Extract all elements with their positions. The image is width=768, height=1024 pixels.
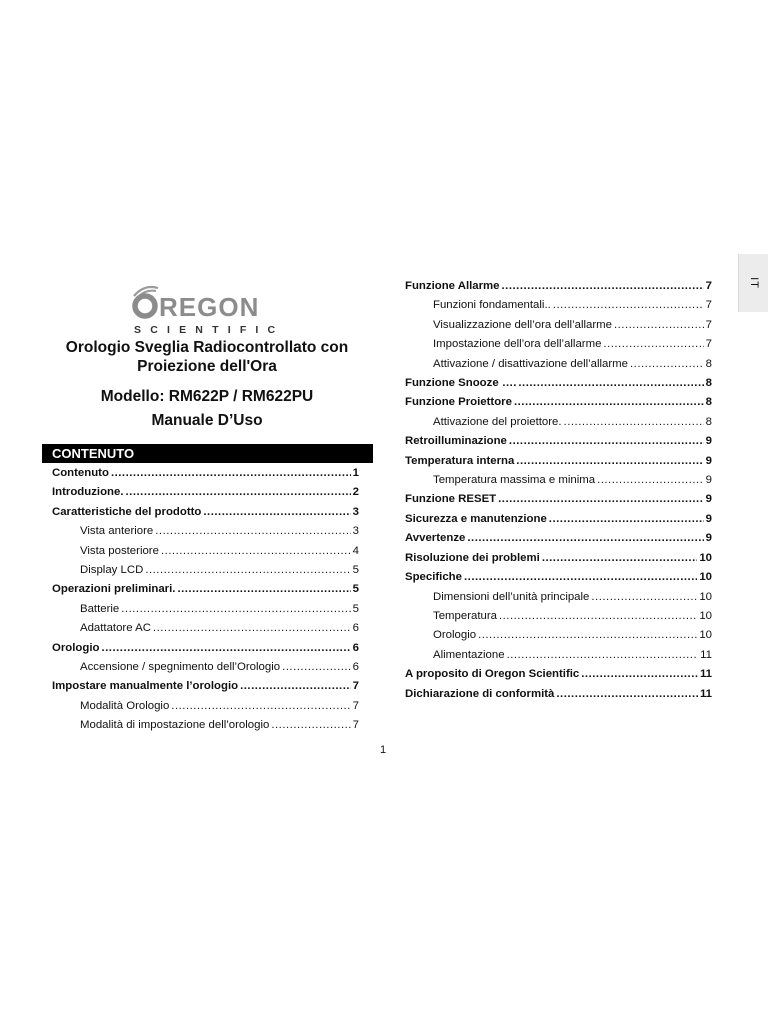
toc-entry[interactable]: [405, 685, 712, 704]
toc-entry-page: 10: [699, 629, 712, 642]
toc-leader-dots: [516, 452, 703, 471]
toc-entry-label: Alimentazione: [433, 648, 505, 661]
toc-entry-page: 10: [699, 609, 712, 622]
toc-header: CONTENUTO: [42, 444, 373, 463]
toc-leader-dots: [518, 374, 703, 393]
toc-entry-label: Dimensioni dell’unità principale: [433, 590, 590, 603]
toc-entry-label: Dichiarazione di conformità: [405, 687, 555, 700]
toc-entry-page: 7: [705, 338, 712, 351]
toc-entry-label: Batterie: [80, 602, 120, 615]
toc-entry[interactable]: [405, 452, 712, 471]
toc-entry-page: 2: [352, 486, 359, 499]
toc-entry[interactable]: [52, 600, 359, 619]
toc-entry-page: 3: [352, 525, 359, 538]
toc-entry-label: Display LCD: [80, 564, 144, 577]
toc-entry[interactable]: [405, 471, 712, 490]
toc-entry-label: Caratteristiche del prodotto: [52, 505, 202, 518]
toc-entry[interactable]: [52, 619, 359, 638]
toc-entry-label: Contenuto: [52, 467, 109, 479]
language-tab-label: IT: [747, 277, 760, 289]
toc-entry-label: Temperatura massima e minima: [433, 474, 596, 487]
toc-entry[interactable]: [405, 607, 712, 626]
toc-entry[interactable]: [52, 716, 359, 735]
toc-entry-page: 8: [705, 415, 712, 428]
toc-entry-label: Adattatore AC: [80, 622, 151, 635]
toc-leader-dots: [556, 685, 698, 704]
manual-line: Manuale D’Uso: [151, 412, 263, 429]
toc-entry-label: Orologio: [433, 629, 477, 642]
toc-leader-dots: [121, 600, 350, 619]
title-line-1: Orologio Sveglia Radiocontrollato con: [65, 339, 349, 356]
toc-entry-page: 9: [705, 512, 712, 525]
toc-entry-page: 9: [705, 493, 712, 506]
toc-entry-label: Specifiche: [405, 571, 462, 584]
toc-leader-dots: [630, 355, 704, 374]
toc-leader-dots: [507, 646, 699, 665]
toc-entry[interactable]: [405, 626, 712, 645]
toc-leader-dots: [549, 510, 704, 529]
toc-entry[interactable]: [405, 588, 712, 607]
toc-entry-page: 6: [352, 641, 359, 654]
toc-entry-label: Impostazione dell’ora dell’allarme: [433, 338, 602, 351]
document-title: [42, 338, 372, 430]
toc-leader-dots: [509, 432, 704, 451]
toc-entry-label: Accensione / spegnimento dell’Orologio: [80, 661, 281, 674]
toc-entry-page: 1: [352, 467, 359, 479]
toc-entry-page: 7: [352, 719, 359, 732]
toc-entry-label: Orologio: [52, 641, 100, 654]
toc-right-column: [405, 277, 712, 704]
toc-leader-dots: [126, 483, 351, 502]
toc-entry-page: 8: [705, 396, 712, 409]
toc-leader-dots: [111, 464, 351, 483]
toc-entry-label: Funzioni fondamentali..: [433, 299, 551, 312]
toc-entry-label: Avvertenze: [405, 532, 466, 545]
toc-entry-label: Risoluzione dei problemi: [405, 551, 540, 564]
toc-entry-label: Vista posteriore: [80, 544, 159, 557]
toc-entry[interactable]: [52, 483, 359, 502]
toc-entry[interactable]: [405, 549, 712, 568]
toc-entry-label: Funzione Proiettore: [405, 396, 512, 409]
toc-leader-dots: [614, 316, 704, 335]
svg-text:REGON: REGON: [159, 292, 260, 322]
title-line-2: Proiezione dell'Ora: [137, 358, 277, 375]
toc-entry-label: Funzione Snooze ….: [405, 377, 517, 390]
toc-entry[interactable]: [52, 561, 359, 580]
toc-leader-dots: [177, 580, 350, 599]
toc-leader-dots: [478, 626, 697, 645]
toc-entry[interactable]: [405, 665, 712, 684]
toc-entry-label: Retroilluminazione: [405, 435, 507, 448]
toc-entry[interactable]: [405, 277, 712, 296]
toc-entry-page: 7: [705, 318, 712, 331]
toc-entry-page: 10: [699, 571, 712, 584]
toc-leader-dots: [499, 607, 697, 626]
toc-entry-page: 5: [352, 583, 359, 596]
toc-leader-dots: [603, 335, 703, 354]
toc-entry[interactable]: [405, 374, 712, 393]
toc-leader-dots: [145, 561, 350, 580]
toc-entry-page: 11: [699, 687, 712, 700]
toc-entry[interactable]: [405, 393, 712, 412]
toc-leader-dots: [171, 697, 350, 716]
toc-entry[interactable]: [405, 335, 712, 354]
toc-entry-page: 9: [705, 435, 712, 448]
toc-entry-label: Funzione RESET: [405, 493, 497, 506]
toc-entry[interactable]: [405, 432, 712, 451]
toc-leader-dots: [240, 677, 351, 696]
toc-entry-page: 5: [352, 602, 359, 615]
toc-entry[interactable]: [405, 355, 712, 374]
toc-leader-dots: [464, 568, 697, 587]
svg-text:SCIENTIFIC: SCIENTIFIC: [134, 324, 285, 336]
toc-entry-page: 7: [705, 299, 712, 312]
toc-leader-dots: [467, 529, 703, 548]
toc-entry-page: 9: [705, 474, 712, 487]
toc-entry-page: 8: [705, 357, 712, 370]
toc-entry[interactable]: [405, 296, 712, 315]
toc-entry[interactable]: [405, 568, 712, 587]
toc-leader-dots: [591, 588, 697, 607]
toc-entry-page: 9: [705, 454, 712, 467]
toc-leader-dots: [498, 490, 704, 509]
toc-entry-label: A proposito di Oregon Scientific: [405, 668, 580, 681]
logo-o-letter: [135, 296, 155, 316]
toc-leader-dots: [542, 549, 698, 568]
toc-entry[interactable]: [405, 510, 712, 529]
toc-leader-dots: [553, 296, 704, 315]
toc-entry[interactable]: [52, 542, 359, 561]
toc-entry[interactable]: [52, 677, 359, 696]
toc-left-column: [52, 464, 359, 736]
toc-entry[interactable]: [405, 646, 712, 665]
toc-entry[interactable]: [52, 658, 359, 677]
toc-entry-label: Attivazione del proiettore.: [433, 415, 562, 428]
toc-leader-dots: [514, 393, 704, 412]
toc-leader-dots: [271, 716, 350, 735]
toc-entry-label: Introduzione.: [52, 486, 124, 499]
toc-entry-page: 5: [352, 564, 359, 577]
toc-entry-label: Funzione Allarme: [405, 280, 500, 292]
toc-entry-label: Modalità Orologio: [80, 699, 170, 712]
toc-entry[interactable]: [52, 580, 359, 599]
toc-entry-page: 8: [705, 377, 712, 390]
toc-entry-page: 6: [352, 622, 359, 635]
toc-leader-dots: [101, 639, 350, 658]
toc-entry-page: 3: [352, 505, 359, 518]
toc-entry-page: 10: [699, 551, 712, 564]
model-line: Modello: RM622P / RM622PU: [100, 388, 314, 405]
toc-entry[interactable]: [405, 490, 712, 509]
toc-leader-dots: [581, 665, 698, 684]
toc-entry[interactable]: [405, 529, 712, 548]
toc-entry-page: 7: [352, 699, 359, 712]
toc-entry-page: 4: [352, 544, 359, 557]
toc-leader-dots: [161, 542, 351, 561]
oregon-scientific-logo: [128, 282, 288, 338]
toc-entry-label: Temperatura: [433, 609, 497, 622]
toc-entry[interactable]: [52, 464, 359, 483]
toc-entry-label: Operazioni preliminari.: [52, 583, 176, 596]
toc-leader-dots: [282, 658, 351, 677]
language-tab: [738, 254, 768, 312]
toc-entry-page: 6: [352, 661, 359, 674]
toc-entry-page: 10: [699, 590, 712, 603]
toc-entry-page: 7: [352, 680, 359, 693]
toc-entry-page: 11: [700, 648, 712, 661]
toc-entry[interactable]: [52, 522, 359, 541]
toc-leader-dots: [564, 413, 704, 432]
toc-entry-label: Visualizzazione dell’ora dell’allarme: [433, 318, 612, 331]
toc-entry[interactable]: [52, 503, 359, 522]
toc-entry-page: 7: [705, 280, 712, 292]
toc-entry-label: Impostare manualmente l’orologio: [52, 680, 239, 693]
toc-entry-page: 11: [699, 668, 712, 681]
toc-leader-dots: [502, 277, 704, 296]
toc-entry-label: Sicurezza e manutenzione: [405, 512, 547, 525]
toc-entry-label: Modalità di impostazione dell’orologio: [80, 719, 270, 732]
toc-leader-dots: [203, 503, 350, 522]
toc-entry[interactable]: [405, 316, 712, 335]
toc-leader-dots: [155, 522, 350, 541]
toc-leader-dots: [153, 619, 351, 638]
toc-entry[interactable]: [52, 639, 359, 658]
toc-entry[interactable]: [52, 697, 359, 716]
toc-entry-page: 9: [705, 532, 712, 545]
toc-leader-dots: [597, 471, 704, 490]
toc-entry[interactable]: [405, 413, 712, 432]
toc-entry-label: Attivazione / disattivazione dell’allarme: [433, 357, 629, 370]
toc-entry-label: Temperatura interna: [405, 454, 515, 467]
page-number: 1: [380, 744, 387, 756]
toc-entry-label: Vista anteriore: [80, 525, 154, 538]
